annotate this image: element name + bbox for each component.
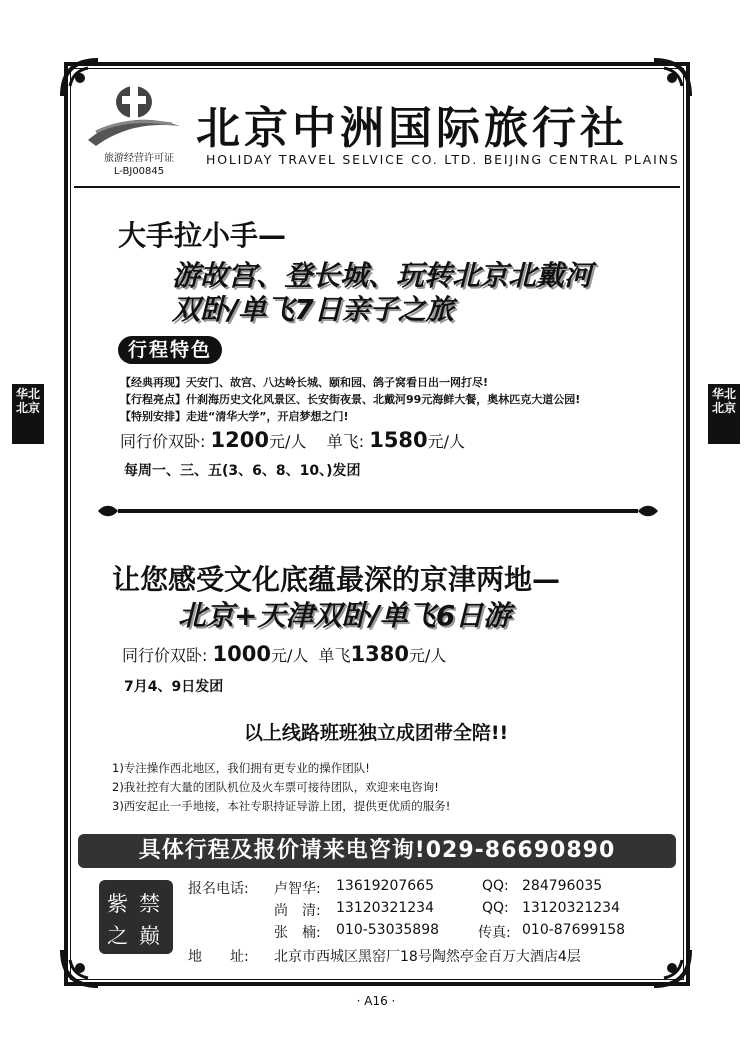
- stamp-char: 之: [107, 924, 128, 948]
- contact-extra-label: 传真:: [478, 925, 511, 941]
- side-tab-left: 华北北京: [12, 384, 44, 444]
- contact-extra: 13120321234: [522, 900, 620, 916]
- highlight-item: 【行程亮点】什刹海历史文化风景区、长安街夜景、北戴河99元海鲜大餐，奥林匹克大道公园!: [120, 393, 581, 406]
- agency-header: [74, 74, 680, 188]
- license-number: L-BJ00845: [113, 166, 165, 177]
- price-sleeper: 1200: [210, 428, 269, 452]
- group-slogan: 以上线路班班独立成团带全陪!!: [243, 722, 509, 744]
- contact-name: 张 楠:: [274, 925, 321, 941]
- corner-ornament-icon: [648, 944, 694, 990]
- price-unit: 元/人: [409, 646, 447, 665]
- highlight-item: 【经典再现】天安门、故宫、八达岭长城、颐和园、鸽子窝看日出一网打尽!: [120, 376, 489, 389]
- price-unit: 元/人: [427, 432, 466, 451]
- price-label: 同行价双卧:: [122, 646, 208, 665]
- tour2-price: [122, 642, 446, 666]
- tour2-schedule: 7月4、9日发团: [124, 679, 224, 695]
- price-flight: 1580: [369, 428, 428, 452]
- contact-phone: 13120321234: [336, 900, 434, 916]
- service-note: 2)我社控有大量的团队机位及火车票可接待团队，欢迎来电咨询!: [112, 780, 439, 794]
- contact-extra-label: QQ:: [482, 878, 509, 894]
- flight-label: 单飞:: [326, 432, 365, 451]
- contact-extra: 010-87699158: [522, 922, 626, 938]
- corner-ornament-icon: [58, 944, 104, 990]
- tour2-title: 北京+天津双卧/单飞6日游: [178, 599, 512, 632]
- flight-label: 单飞: [318, 646, 351, 665]
- stamp-char: 巅: [139, 924, 160, 948]
- hotline-banner: 具体行程及报价请来电咨询!029-86690890: [78, 834, 676, 868]
- contact-extra-label: QQ:: [482, 900, 509, 916]
- license-info: [84, 152, 194, 178]
- tour1-price: [120, 428, 465, 452]
- tour1-headline: 大手拉小手—: [118, 219, 287, 252]
- contact-extra: 284796035: [522, 878, 603, 894]
- phone-label: 报名电话:: [188, 881, 249, 897]
- contact-name: 尚 清:: [274, 903, 321, 919]
- agency-logo-icon: [86, 80, 182, 150]
- stamp-char: 禁: [139, 892, 160, 916]
- price-label: 同行价双卧:: [120, 432, 206, 451]
- license-label: 旅游经营许可证: [104, 153, 174, 164]
- highlight-item: 【特别安排】走进“清华大学”，开启梦想之门!: [120, 410, 349, 423]
- agency-name-cn: 北京中洲国际旅行社: [196, 103, 628, 154]
- price-unit: 元/人: [268, 432, 307, 451]
- ornament-divider-icon: [98, 504, 658, 518]
- tour1-title-line1: 游故宫、登长城、玩转北京北戴河: [172, 259, 593, 292]
- service-note: 3)西安起止一手地接，本社专职持证导游上团，提供更优质的服务!: [112, 799, 451, 813]
- contact-phone: 13619207665: [336, 878, 434, 894]
- contact-name: 卢智华:: [274, 881, 321, 897]
- features-badge: 行程特色: [118, 336, 222, 364]
- address-label: 地 址:: [188, 949, 249, 965]
- service-note: 1)专注操作西北地区，我们拥有更专业的操作团队!: [112, 761, 370, 775]
- address-value: 北京市西城区黑窑厂18号陶然亭金百万大酒店4层: [274, 949, 581, 965]
- page-number: · A16 ·: [356, 994, 396, 1008]
- side-tab-right: 华北北京: [708, 384, 740, 444]
- tour1-title-line2: 双卧/单飞7日亲子之旅: [172, 293, 454, 326]
- tour2-headline: 让您感受文化底蕴最深的京津两地—: [112, 563, 561, 596]
- agency-name-en: HOLIDAY TRAVEL SELVICE CO. LTD. BEIJING CENTRAL PLAINS: [206, 152, 680, 167]
- price-sleeper: 1000: [212, 642, 271, 666]
- contact-phone: 010-53035898: [336, 922, 440, 938]
- price-unit: 元/人: [270, 646, 309, 665]
- price-flight: 1380: [350, 642, 409, 666]
- stamp-char: 紫: [107, 892, 128, 916]
- brand-stamp: [99, 880, 173, 954]
- tour1-schedule: 每周一、三、五(3、6、8、10、)发团: [124, 463, 361, 479]
